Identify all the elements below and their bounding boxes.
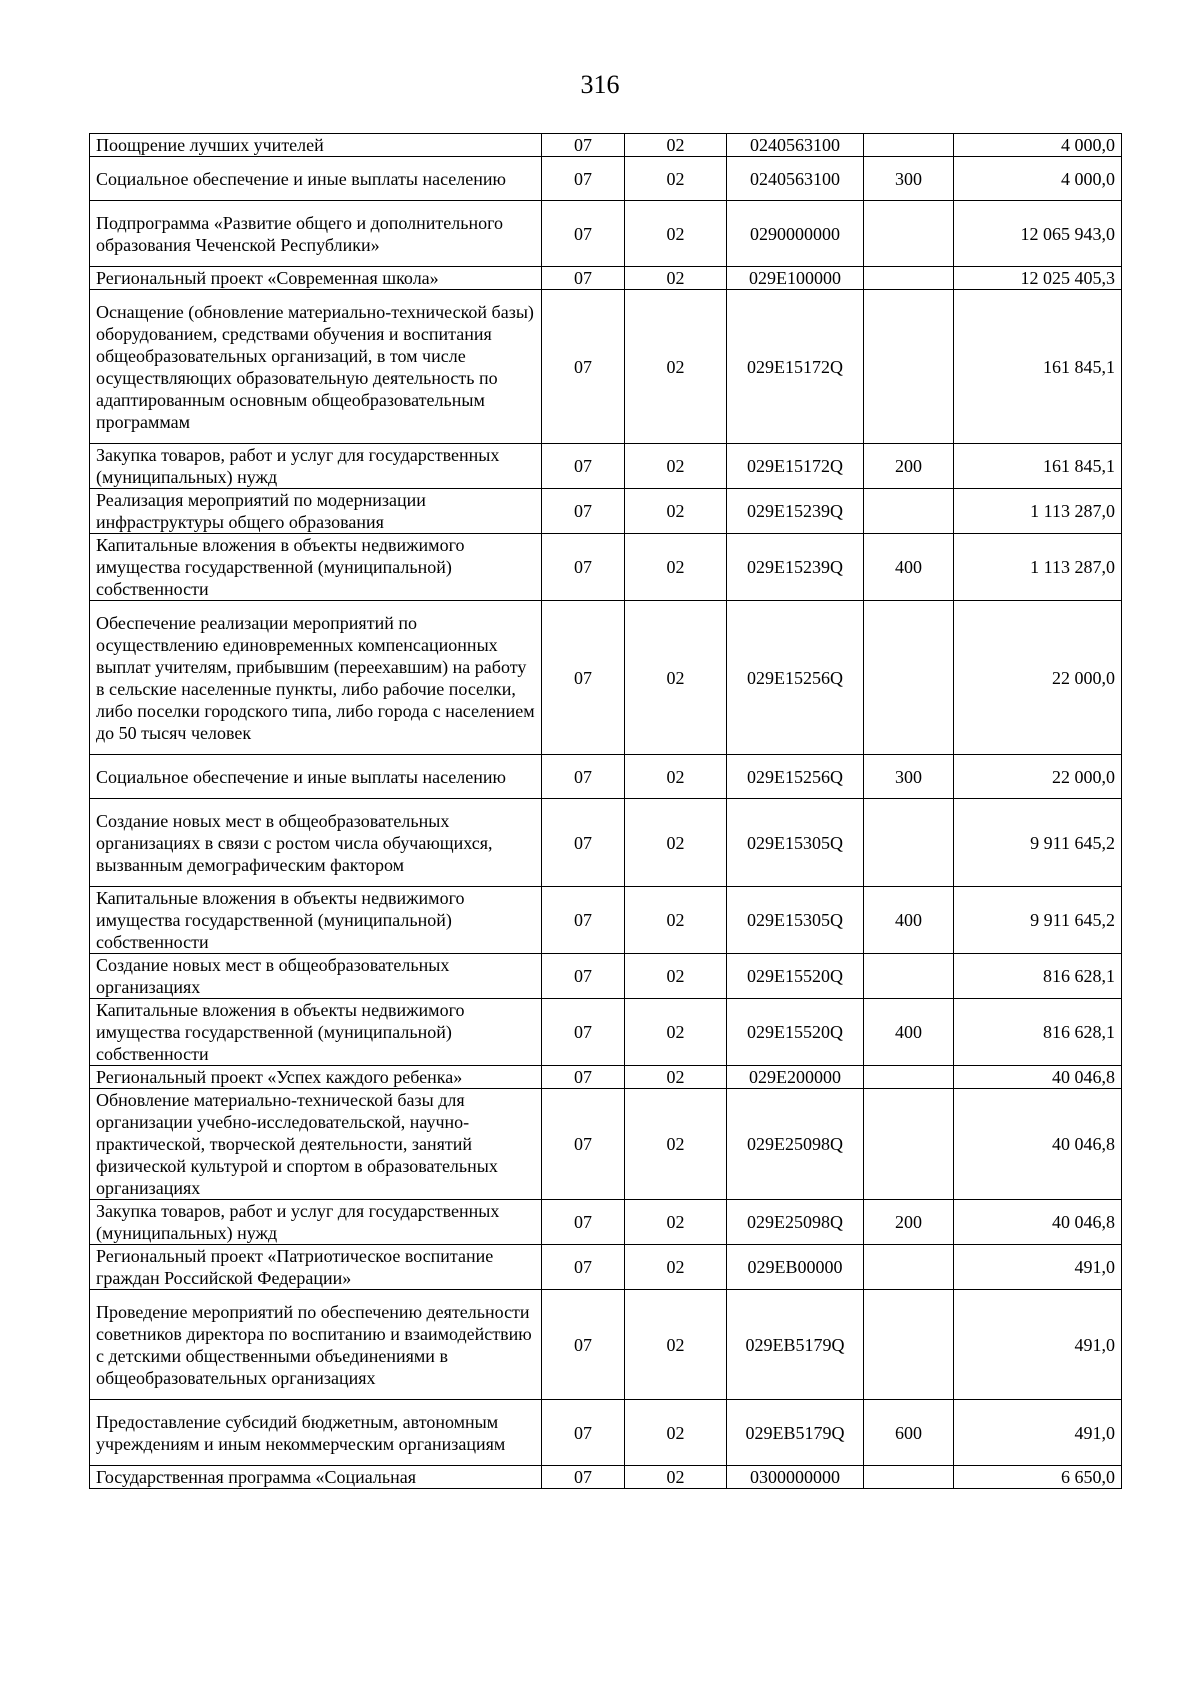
budget-item-name: Обеспечение реализации мероприятий по осуществлению единовременных компенсационных выплат учителям, прибывшим (переехавшим) на работу в сельские населенные пункты, либо рабочие поселки, либо поселки городского типа, либо города с населением до 50 тысяч человек <box>90 601 542 755</box>
section-code: 07 <box>542 601 625 755</box>
target-article-code: 029E200000 <box>727 1066 864 1089</box>
section-code: 07 <box>542 267 625 290</box>
subsection-code: 02 <box>625 954 727 999</box>
expense-type-code <box>864 601 954 755</box>
table-row <box>90 444 1122 489</box>
budget-item-name: Подпрограмма «Развитие общего и дополнительного образования Чеченской Республики» <box>90 201 542 267</box>
amount: 816 628,1 <box>954 999 1122 1066</box>
target-article-code: 029E15256Q <box>727 601 864 755</box>
target-article-code: 029E25098Q <box>727 1089 864 1200</box>
amount: 161 845,1 <box>954 444 1122 489</box>
section-code: 07 <box>542 157 625 201</box>
target-article-code: 029E15520Q <box>727 999 864 1066</box>
section-code: 07 <box>542 887 625 954</box>
budget-item-name: Закупка товаров, работ и услуг для государственных (муниципальных) нужд <box>90 1200 542 1245</box>
subsection-code: 02 <box>625 534 727 601</box>
target-article-code: 029E15172Q <box>727 290 864 444</box>
budget-item-name: Предоставление субсидий бюджетным, автономным учреждениям и иным некоммерческим организациям <box>90 1400 542 1466</box>
budget-table <box>89 133 1122 1489</box>
amount: 1 113 287,0 <box>954 534 1122 601</box>
budget-item-name: Создание новых мест в общеобразовательных организациях в связи с ростом числа обучающихся, вызванным демографическим фактором <box>90 799 542 887</box>
subsection-code: 02 <box>625 267 727 290</box>
budget-item-name: Проведение мероприятий по обеспечению деятельности советников директора по воспитанию и взаимодействию с детскими общественными объединениями в общеобразовательных организациях <box>90 1290 542 1400</box>
section-code: 07 <box>542 290 625 444</box>
expense-type-code <box>864 1066 954 1089</box>
expense-type-code: 200 <box>864 1200 954 1245</box>
subsection-code: 02 <box>625 290 727 444</box>
expense-type-code: 200 <box>864 444 954 489</box>
section-code: 07 <box>542 534 625 601</box>
page-number: 316 <box>580 70 620 99</box>
table-row <box>90 799 1122 887</box>
budget-item-name: Капитальные вложения в объекты недвижимого имущества государственной (муниципальной) собственности <box>90 887 542 954</box>
target-article-code: 029E15172Q <box>727 444 864 489</box>
target-article-code: 029EB00000 <box>727 1245 864 1290</box>
expense-type-code: 400 <box>864 534 954 601</box>
subsection-code: 02 <box>625 755 727 799</box>
expense-type-code <box>864 954 954 999</box>
amount: 1 113 287,0 <box>954 489 1122 534</box>
table-row <box>90 755 1122 799</box>
budget-item-name: Социальное обеспечение и иные выплаты населению <box>90 755 542 799</box>
section-code: 07 <box>542 1200 625 1245</box>
target-article-code: 029E15239Q <box>727 489 864 534</box>
budget-item-name: Государственная программа «Социальная <box>90 1466 542 1489</box>
expense-type-code <box>864 1290 954 1400</box>
section-code: 07 <box>542 1400 625 1466</box>
table-row <box>90 999 1122 1066</box>
section-code: 07 <box>542 489 625 534</box>
section-code: 07 <box>542 1066 625 1089</box>
target-article-code: 0240563100 <box>727 134 864 157</box>
subsection-code: 02 <box>625 134 727 157</box>
budget-item-name: Реализация мероприятий по модернизации инфраструктуры общего образования <box>90 489 542 534</box>
section-code: 07 <box>542 201 625 267</box>
subsection-code: 02 <box>625 157 727 201</box>
target-article-code: 029E15305Q <box>727 799 864 887</box>
budget-item-name: Региональный проект «Успех каждого ребенка» <box>90 1066 542 1089</box>
section-code: 07 <box>542 999 625 1066</box>
table-row <box>90 267 1122 290</box>
budget-item-name: Региональный проект «Патриотическое воспитание граждан Российской Федерации» <box>90 1245 542 1290</box>
expense-type-code: 300 <box>864 157 954 201</box>
table-row <box>90 1066 1122 1089</box>
budget-item-name: Региональный проект «Современная школа» <box>90 267 542 290</box>
subsection-code: 02 <box>625 1400 727 1466</box>
expense-type-code <box>864 267 954 290</box>
section-code: 07 <box>542 954 625 999</box>
expense-type-code <box>864 799 954 887</box>
target-article-code: 0240563100 <box>727 157 864 201</box>
section-code: 07 <box>542 1290 625 1400</box>
table-row <box>90 1466 1122 1489</box>
amount: 161 845,1 <box>954 290 1122 444</box>
subsection-code: 02 <box>625 489 727 534</box>
section-code: 07 <box>542 755 625 799</box>
expense-type-code <box>864 1089 954 1200</box>
table-row <box>90 157 1122 201</box>
expense-type-code: 400 <box>864 887 954 954</box>
amount: 491,0 <box>954 1245 1122 1290</box>
amount: 816 628,1 <box>954 954 1122 999</box>
budget-item-name: Социальное обеспечение и иные выплаты населению <box>90 157 542 201</box>
target-article-code: 029E15239Q <box>727 534 864 601</box>
amount: 40 046,8 <box>954 1200 1122 1245</box>
subsection-code: 02 <box>625 1466 727 1489</box>
table-row <box>90 1290 1122 1400</box>
table-row <box>90 887 1122 954</box>
amount: 9 911 645,2 <box>954 887 1122 954</box>
table-row <box>90 954 1122 999</box>
subsection-code: 02 <box>625 1066 727 1089</box>
table-row <box>90 290 1122 444</box>
amount: 40 046,8 <box>954 1089 1122 1200</box>
amount: 4 000,0 <box>954 134 1122 157</box>
amount: 491,0 <box>954 1400 1122 1466</box>
section-code: 07 <box>542 444 625 489</box>
table-row <box>90 534 1122 601</box>
subsection-code: 02 <box>625 1245 727 1290</box>
target-article-code: 029E15256Q <box>727 755 864 799</box>
amount: 22 000,0 <box>954 755 1122 799</box>
table-row <box>90 1200 1122 1245</box>
expense-type-code: 600 <box>864 1400 954 1466</box>
target-article-code: 029E25098Q <box>727 1200 864 1245</box>
subsection-code: 02 <box>625 201 727 267</box>
section-code: 07 <box>542 134 625 157</box>
table-row <box>90 1245 1122 1290</box>
subsection-code: 02 <box>625 1089 727 1200</box>
budget-item-name: Обновление материально-технической базы для организации учебно-исследовательской, научно-практической, творческой деятельности, занятий физической культурой и спортом в образовательных организациях <box>90 1089 542 1200</box>
subsection-code: 02 <box>625 601 727 755</box>
budget-item-name: Поощрение лучших учителей <box>90 134 542 157</box>
expense-type-code <box>864 290 954 444</box>
target-article-code: 029EB5179Q <box>727 1290 864 1400</box>
amount: 4 000,0 <box>954 157 1122 201</box>
amount: 22 000,0 <box>954 601 1122 755</box>
target-article-code: 029E15305Q <box>727 887 864 954</box>
budget-item-name: Капитальные вложения в объекты недвижимого имущества государственной (муниципальной) собственности <box>90 534 542 601</box>
section-code: 07 <box>542 1466 625 1489</box>
amount: 491,0 <box>954 1290 1122 1400</box>
expense-type-code <box>864 134 954 157</box>
table-row <box>90 134 1122 157</box>
section-code: 07 <box>542 1089 625 1200</box>
subsection-code: 02 <box>625 444 727 489</box>
target-article-code: 0290000000 <box>727 201 864 267</box>
expense-type-code: 300 <box>864 755 954 799</box>
subsection-code: 02 <box>625 887 727 954</box>
subsection-code: 02 <box>625 1290 727 1400</box>
expense-type-code: 400 <box>864 999 954 1066</box>
table-row <box>90 489 1122 534</box>
budget-table-body <box>90 134 1122 1489</box>
table-row <box>90 601 1122 755</box>
table-row <box>90 1089 1122 1200</box>
budget-item-name: Закупка товаров, работ и услуг для государственных (муниципальных) нужд <box>90 444 542 489</box>
subsection-code: 02 <box>625 1200 727 1245</box>
budget-item-name: Создание новых мест в общеобразовательных организациях <box>90 954 542 999</box>
budget-item-name: Капитальные вложения в объекты недвижимого имущества государственной (муниципальной) собственности <box>90 999 542 1066</box>
amount: 40 046,8 <box>954 1066 1122 1089</box>
amount: 12 025 405,3 <box>954 267 1122 290</box>
subsection-code: 02 <box>625 799 727 887</box>
amount: 6 650,0 <box>954 1466 1122 1489</box>
target-article-code: 0300000000 <box>727 1466 864 1489</box>
table-row <box>90 201 1122 267</box>
budget-item-name: Оснащение (обновление материально-технической базы) оборудованием, средствами обучения и воспитания общеобразовательных организаций, в том числе осуществляющих образовательную деятельность по адаптированным основным общеобразовательным программам <box>90 290 542 444</box>
expense-type-code <box>864 489 954 534</box>
section-code: 07 <box>542 1245 625 1290</box>
subsection-code: 02 <box>625 999 727 1066</box>
target-article-code: 029E15520Q <box>727 954 864 999</box>
target-article-code: 029E100000 <box>727 267 864 290</box>
expense-type-code <box>864 1466 954 1489</box>
amount: 9 911 645,2 <box>954 799 1122 887</box>
table-row <box>90 1400 1122 1466</box>
expense-type-code <box>864 1245 954 1290</box>
target-article-code: 029EB5179Q <box>727 1400 864 1466</box>
section-code: 07 <box>542 799 625 887</box>
amount: 12 065 943,0 <box>954 201 1122 267</box>
expense-type-code <box>864 201 954 267</box>
